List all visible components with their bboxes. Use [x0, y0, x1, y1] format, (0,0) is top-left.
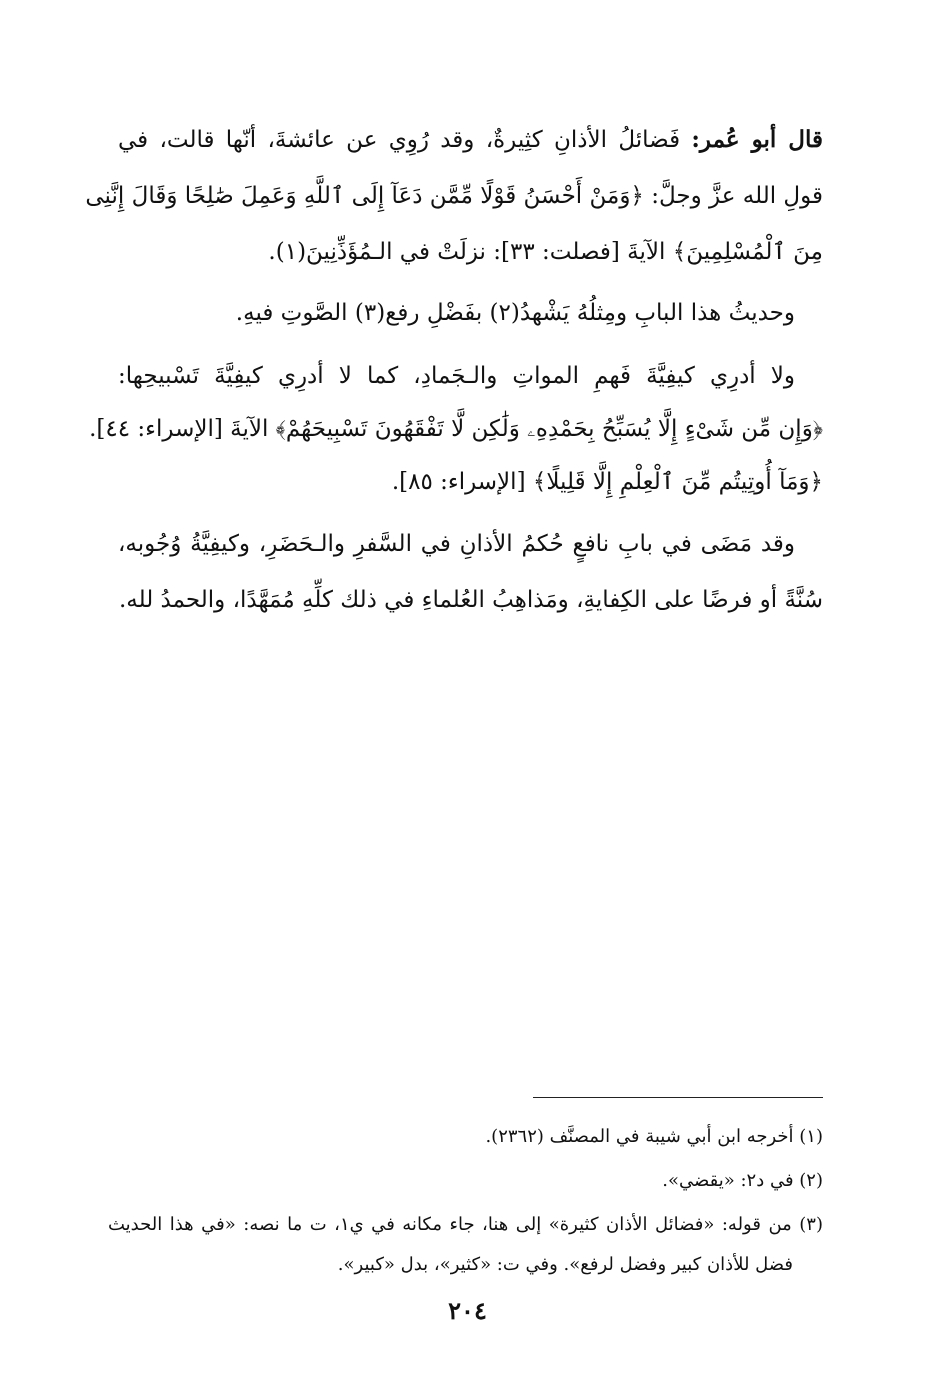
paragraph-line: وقد مَضَى في بابِ نافعٍ حُكمُ الأذانِ في السَّفرِ والـحَضَرِ، وكيفِيَّةُ وُجُوبه،: [118, 531, 795, 557]
paragraph-line: سُنَّةً أو فرضًا على الكِفايةِ، ومَذاهِبُ العُلماءِ في ذلك كلِّهِ مُمَهَّدًا، والحمدُ لله.: [118, 587, 823, 613]
paragraph-line: ولا أدرِي كيفِيَّةَ فَهمِ المواتِ والـجَمادِ، كما لا أدرِي كيفِيَّةَ تَسْبيحِها:: [118, 363, 795, 389]
quran-verse-line: ﴿وَمَآ أُوتِيتُم مِّنَ ٱلْعِلْمِ إِلَّا قَلِيلًا﴾ [الإسراء: ٨٥].: [391, 469, 823, 495]
paragraph-line: قولِ الله عزَّ وجلَّ: ﴿وَمَنْ أَحْسَنُ قَوْلًا مِّمَّن دَعَآ إِلَى ٱللَّهِ وَعَمِلَ صَٰلِحًا وَقَالَ إِنَّنِى: [85, 183, 823, 209]
footnote-divider: [533, 1097, 823, 1098]
footnote-3: (٣) من قوله: «فضائل الأذان كثيرة» إلى هنا، جاء مكانه في ي١، ت ما نصه: «في هذا الحديث: [108, 1214, 823, 1235]
paragraph-line: مِنَ ٱلْمُسْلِمِينَ﴾ الآيةَ [فصلت: ٣٣]: نزلَتْ في الـمُؤَذِّنِينَ(١).: [268, 239, 823, 265]
footnote-2: (٢) في د٢: «يقضي».: [662, 1170, 823, 1191]
footnote-3-continuation: فضل للأذان كبير وفضل لرفع». وفي ت: «كثير»، بدل «كبير».: [337, 1254, 793, 1275]
paragraph-text: فَضائلُ الأذانِ كثِيرةٌ، وقد رُوِي عن عائشةَ، أنّها قالت، في: [118, 127, 681, 153]
page-number: ٢٠٤: [448, 1296, 487, 1325]
footnote-1: (١) أخرجه ابن أبي شيبة في المصنَّف (٢٣٦٢).: [485, 1126, 823, 1147]
speaker-name: قال أبو عُمر:: [691, 126, 824, 153]
paragraph-line: [118, 120, 823, 164]
paragraph-line: وحديثُ هذا البابِ ومِثلُهُ يَشْهدُ(٢) بفَضْلِ رفع(٣) الصَّوتِ فيهِ.: [235, 300, 795, 326]
quran-verse-line: ﴿وَإِن مِّن شَىْءٍ إِلَّا يُسَبِّحُ بِحَمْدِهِۦ وَلَٰكِن لَّا تَفْقَهُونَ تَسْبِيحَهُمْ﴾ الآيةَ [الإسراء: ٤٤].: [89, 416, 823, 442]
